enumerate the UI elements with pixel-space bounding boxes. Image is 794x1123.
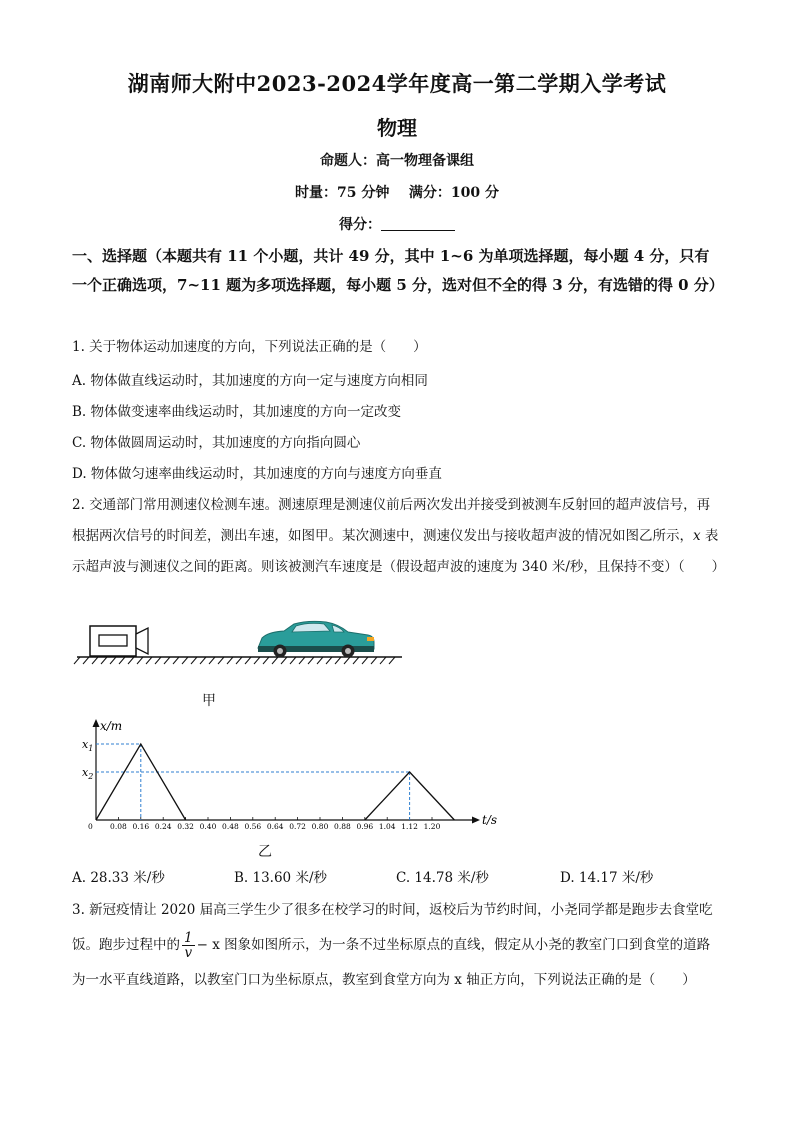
x-tick-label-7: 0.56 [244,822,262,831]
x-tick-label-8: 0.64 [266,822,284,831]
q1-stem: 1. 关于物体运动加速度的方向，下列说法正确的是（ ） [72,339,427,355]
q2-option-b: B. 13.60 米/秒 [234,870,327,886]
x-tick-label-14: 1.12 [401,822,418,831]
score-field [0,214,794,234]
q3-stem [72,893,722,998]
car-icon [258,621,374,657]
x-tick-label-4: 0.32 [177,822,194,831]
q3-fraction [182,931,195,960]
q1-option-a: A. 物体做直线运动时，其加速度的方向一定与速度方向相同 [72,373,428,389]
x-axis-label: t/s [482,813,498,827]
q3-stem-part2: − x 图象如图所示，为一条不过坐标原点的直线，假定从小尧的教室门口到食堂的道路为一水平直线道路，以教室门口为坐标原点，教室到食堂方向为 x 轴正方向，下列说法正确的是（ ） [72,937,711,988]
x-tick-label-12: 0.96 [356,822,374,831]
t-axis-arrow [472,817,480,824]
q2-stem-x: x [693,528,701,544]
score-label: 得分： [339,217,381,233]
x-tick-label-1: 0.08 [110,822,127,831]
x-axis-arrow [93,719,100,727]
y-tick-x1: $x_1$ [82,738,94,753]
x-tick-label-10: 0.80 [311,822,329,831]
x-tick-label-9: 0.72 [289,822,306,831]
section-heading: 一、选择题（本题共有 11 个小题，共计 49 分，其中 1~6 为单项选择题，每小题 4 分，只有一个正确选项，7~11 题为多项选择题，每小题 5 分，选对但不全的得 3 分，有选错的得 0 分） [72,247,724,294]
score-blank [381,216,455,231]
figure-speed-gun [72,618,412,670]
x-tick-label-6: 0.48 [222,822,239,831]
subject-title: 物理 [377,116,417,140]
q2-option-a: A. 28.33 米/秒 [72,870,165,886]
q2-stem-part2: 表示超声波与测速仪之间的距离。则该被测汽车速度是（假设超声波的速度为 340 米/秒，且保持不变）（ ） [72,528,726,575]
q3-stem-part1: 3. 新冠疫情让 2020 届高三学生少了很多在校学习的时间，返校后为节约时间，小尧同学都是跑步去食堂吃饭。跑步过程中的 [72,902,713,953]
y-tick-x2: $x_2$ [82,766,94,781]
q3-frac-den: v [184,945,193,961]
q2-option-c: C. 14.78 米/秒 [396,870,489,886]
figure-label-jia: 甲 [202,693,216,709]
x-tick-label-11: 0.88 [334,822,351,831]
exam-title: 湖南师大附中2023-2024学年度高一第二学期入学考试 [127,71,667,96]
time-score-line: 时量：75 分钟 满分：100 分 [295,185,499,201]
q1-option-d: D. 物体做匀速率曲线运动时，其加速度的方向与速度方向垂直 [72,466,442,482]
x-tick-label-5: 0.40 [199,822,217,831]
q2-option-d: D. 14.17 米/秒 [560,870,654,886]
q2-stem [72,490,726,583]
x-tick-label-15: 1.20 [423,822,441,831]
figure-xt-graph [72,716,512,836]
x-tick-label-0: 0 [88,822,93,831]
y-axis-label: x/m [100,719,123,733]
q2-stem-part1: 2. 交通部门常用测速仪检测车速。测速原理是测速仪前后两次发出并接受到被测车反射回的超声波信号，再根据两次信号的时间差，测出车速，如图甲。某次测速中，测速仪发出与接收超声波的情况如图乙所示， [72,497,711,544]
author-line: 命题人：高一物理备课组 [320,153,474,169]
q3-frac-num: 1 [184,930,193,946]
figure-label-yi: 乙 [258,844,272,860]
x-tick-label-3: 0.24 [154,822,172,831]
speed-gun-icon [90,626,148,656]
x-tick-label-2: 0.16 [132,822,150,831]
q1-option-b: B. 物体做变速率曲线运动时，其加速度的方向一定改变 [72,404,402,420]
q1-option-c: C. 物体做圆周运动时，其加速度的方向指向圆心 [72,435,361,451]
x-tick-label-13: 1.04 [378,822,396,831]
